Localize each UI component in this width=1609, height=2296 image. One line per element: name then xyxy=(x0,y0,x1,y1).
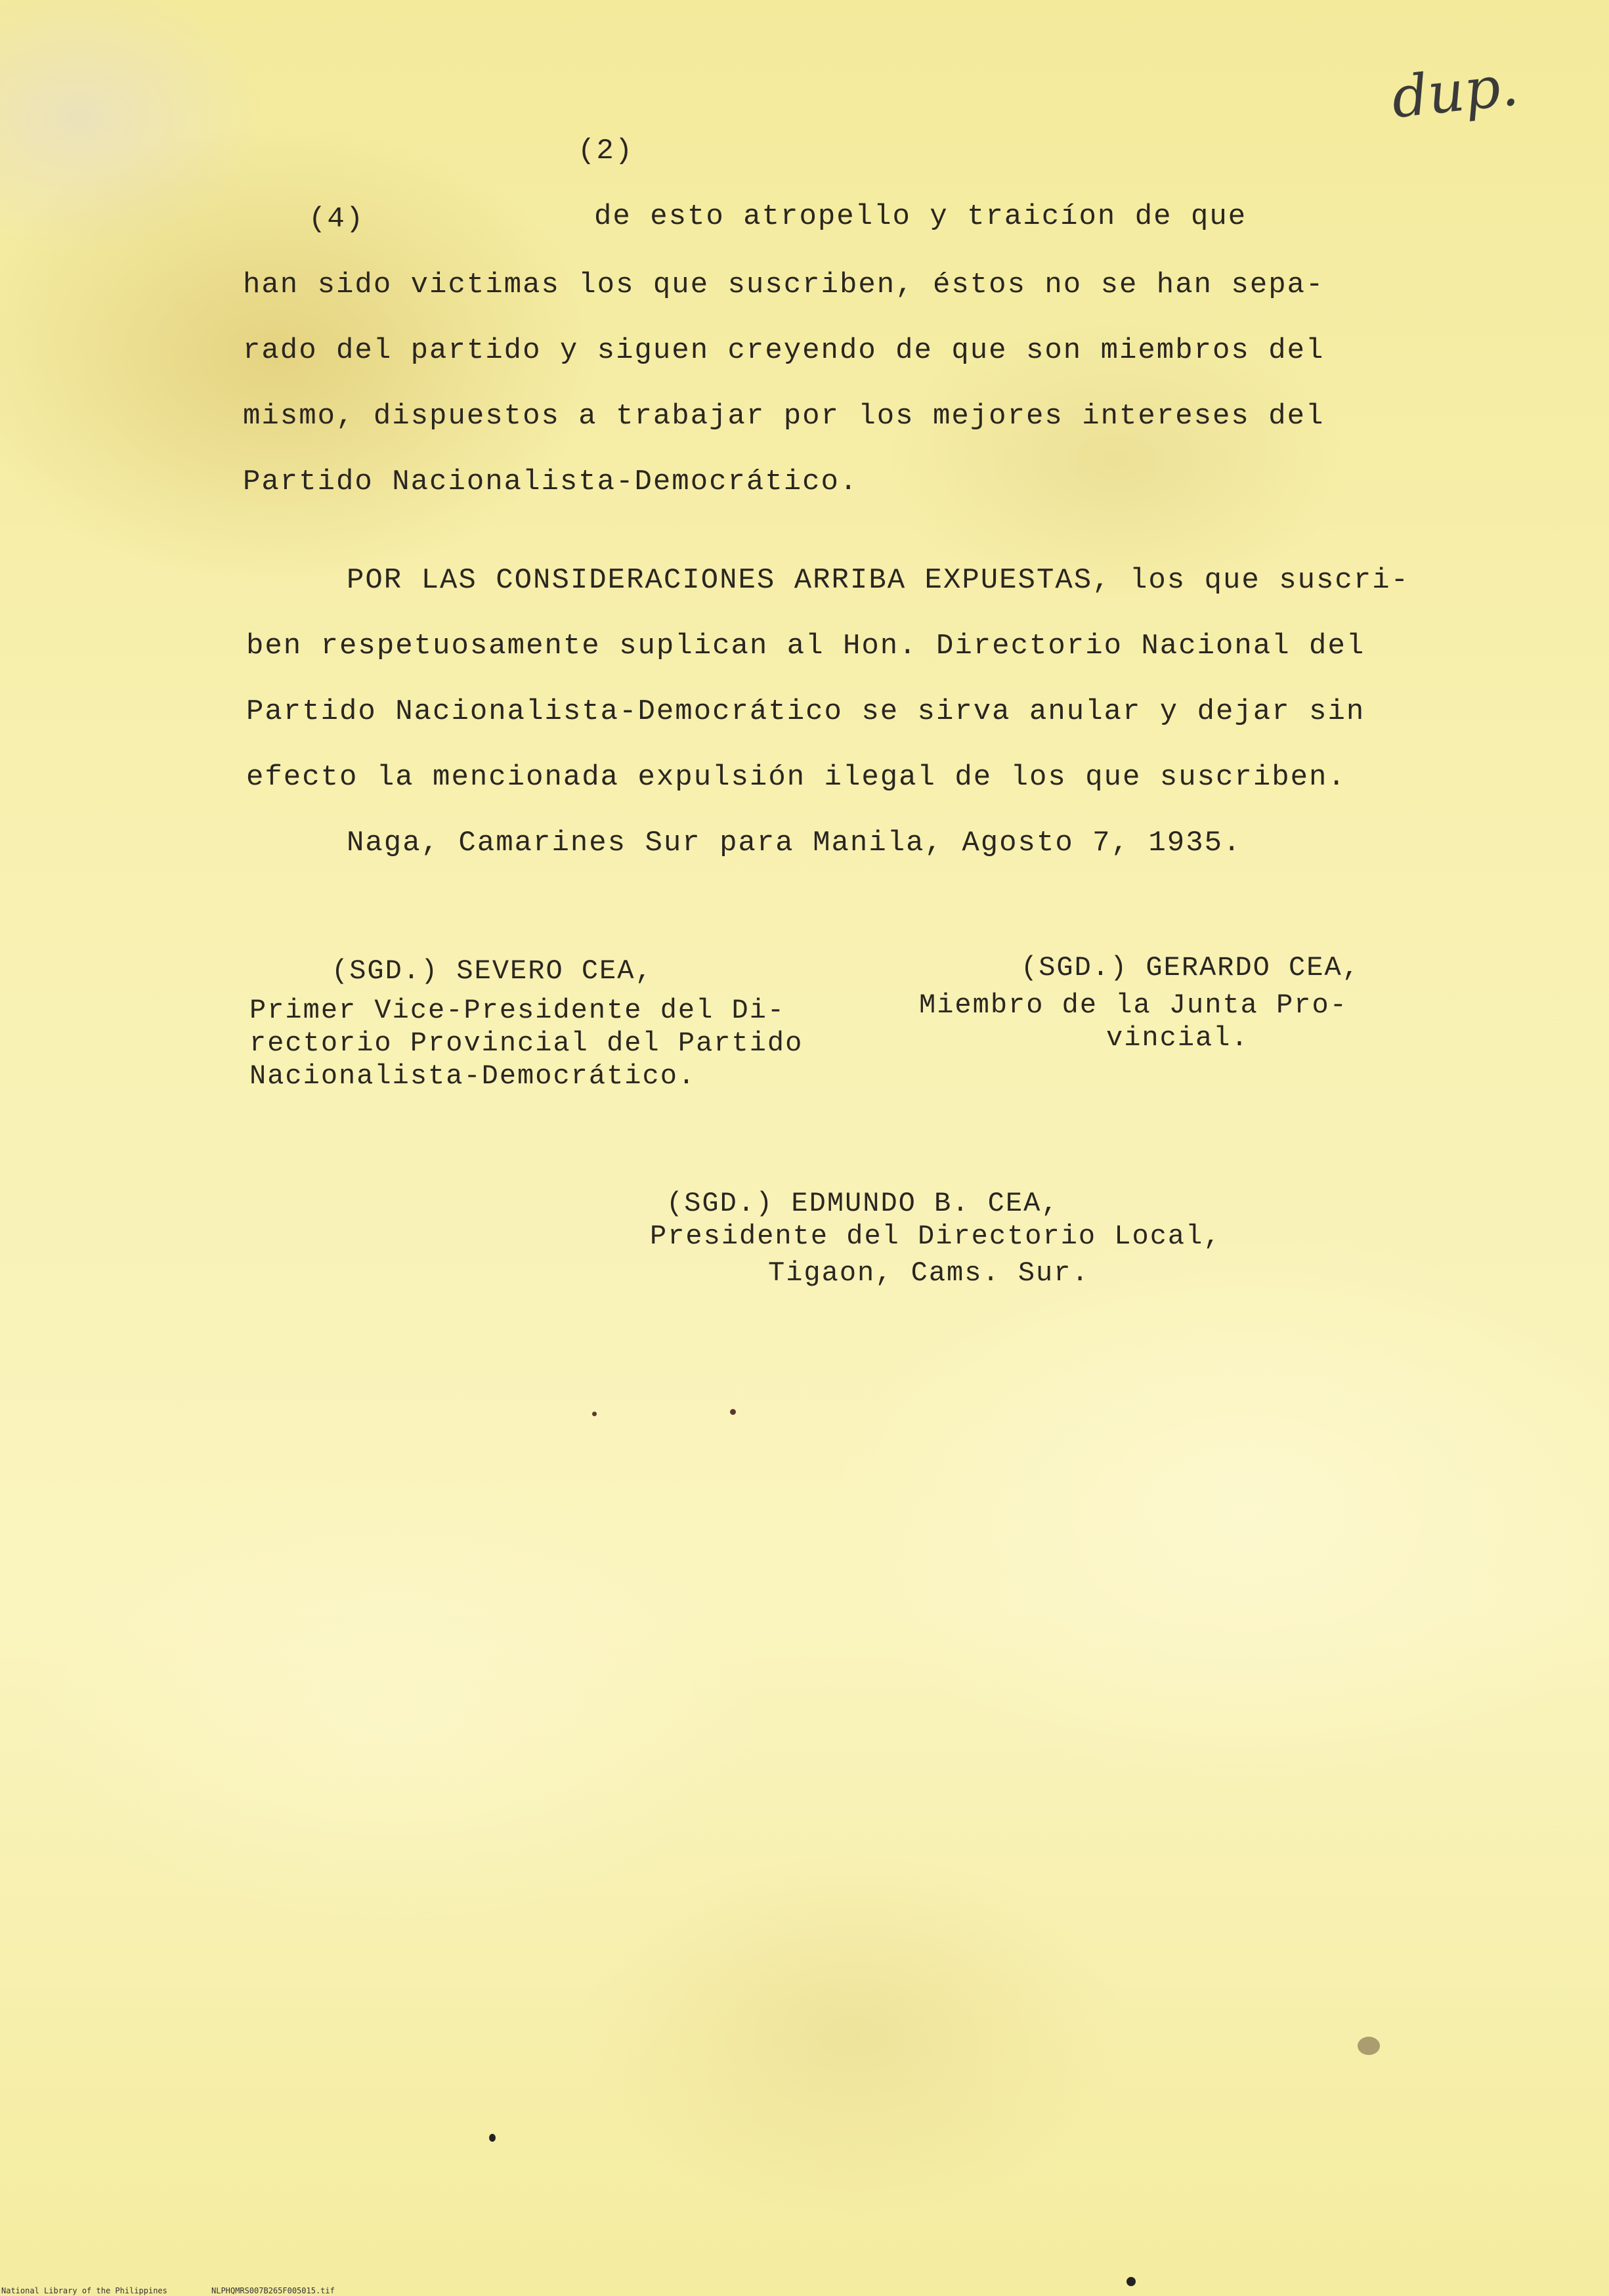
paragraph-line: POR LAS CONSIDERACIONES ARRIBA EXPUESTAS, los que suscri- xyxy=(347,564,1410,597)
paragraph-line: Partido Nacionalista-Democrático. xyxy=(243,466,859,498)
signature-line: Presidente del Directorio Local, xyxy=(650,1221,1222,1252)
signature-line: Nacionalista-Democrático. xyxy=(249,1060,697,1092)
ink-spot xyxy=(592,1412,597,1416)
signature-line: Tigaon, Cams. Sur. xyxy=(768,1257,1090,1289)
paragraph-line: Partido Nacionalista-Democrático se sirva anular y dejar sin xyxy=(246,695,1365,728)
signature-line: (SGD.) SEVERO CEA, xyxy=(332,955,653,987)
ink-spot xyxy=(489,2134,496,2142)
paragraph-line: ben respetuosamente suplican al Hon. Directorio Nacional del xyxy=(246,630,1365,662)
footer-filename: NLPHQMRS007B265F005015.tif xyxy=(211,2286,335,2295)
paragraph-line: han sido victimas los que suscriben, éstos no se han sepa- xyxy=(243,269,1325,301)
ink-spot xyxy=(1126,2277,1136,2286)
page-number: (2) xyxy=(578,135,634,167)
paragraph-line: rado del partido y siguen creyendo de que son miembros del xyxy=(243,334,1325,367)
handwritten-annotation: dup. xyxy=(1388,53,1522,131)
signature-line: (SGD.) EDMUNDO B. CEA, xyxy=(666,1188,1060,1219)
paragraph-line: de esto atropello y traicíon de que xyxy=(594,200,1247,233)
signature-line: (SGD.) GERARDO CEA, xyxy=(1021,952,1360,984)
footer-source: National Library of the Philippines xyxy=(1,2286,167,2295)
place-and-date: Naga, Camarines Sur para Manila, Agosto 7, 1935. xyxy=(347,827,1242,859)
paper-stain xyxy=(1358,2037,1380,2055)
section-number: (4) xyxy=(309,203,365,236)
paragraph-line: efecto la mencionada expulsión ilegal de los que suscriben. xyxy=(246,761,1346,794)
paragraph-line: mismo, dispuestos a trabajar por los mejores intereses del xyxy=(243,400,1325,433)
signature-line: Primer Vice-Presidente del Di- xyxy=(249,995,786,1026)
signature-line: Miembro de la Junta Pro- xyxy=(919,989,1348,1021)
signature-line: vincial. xyxy=(1106,1022,1249,1054)
signature-line: rectorio Provincial del Partido xyxy=(249,1028,804,1059)
ink-spot xyxy=(730,1409,736,1415)
